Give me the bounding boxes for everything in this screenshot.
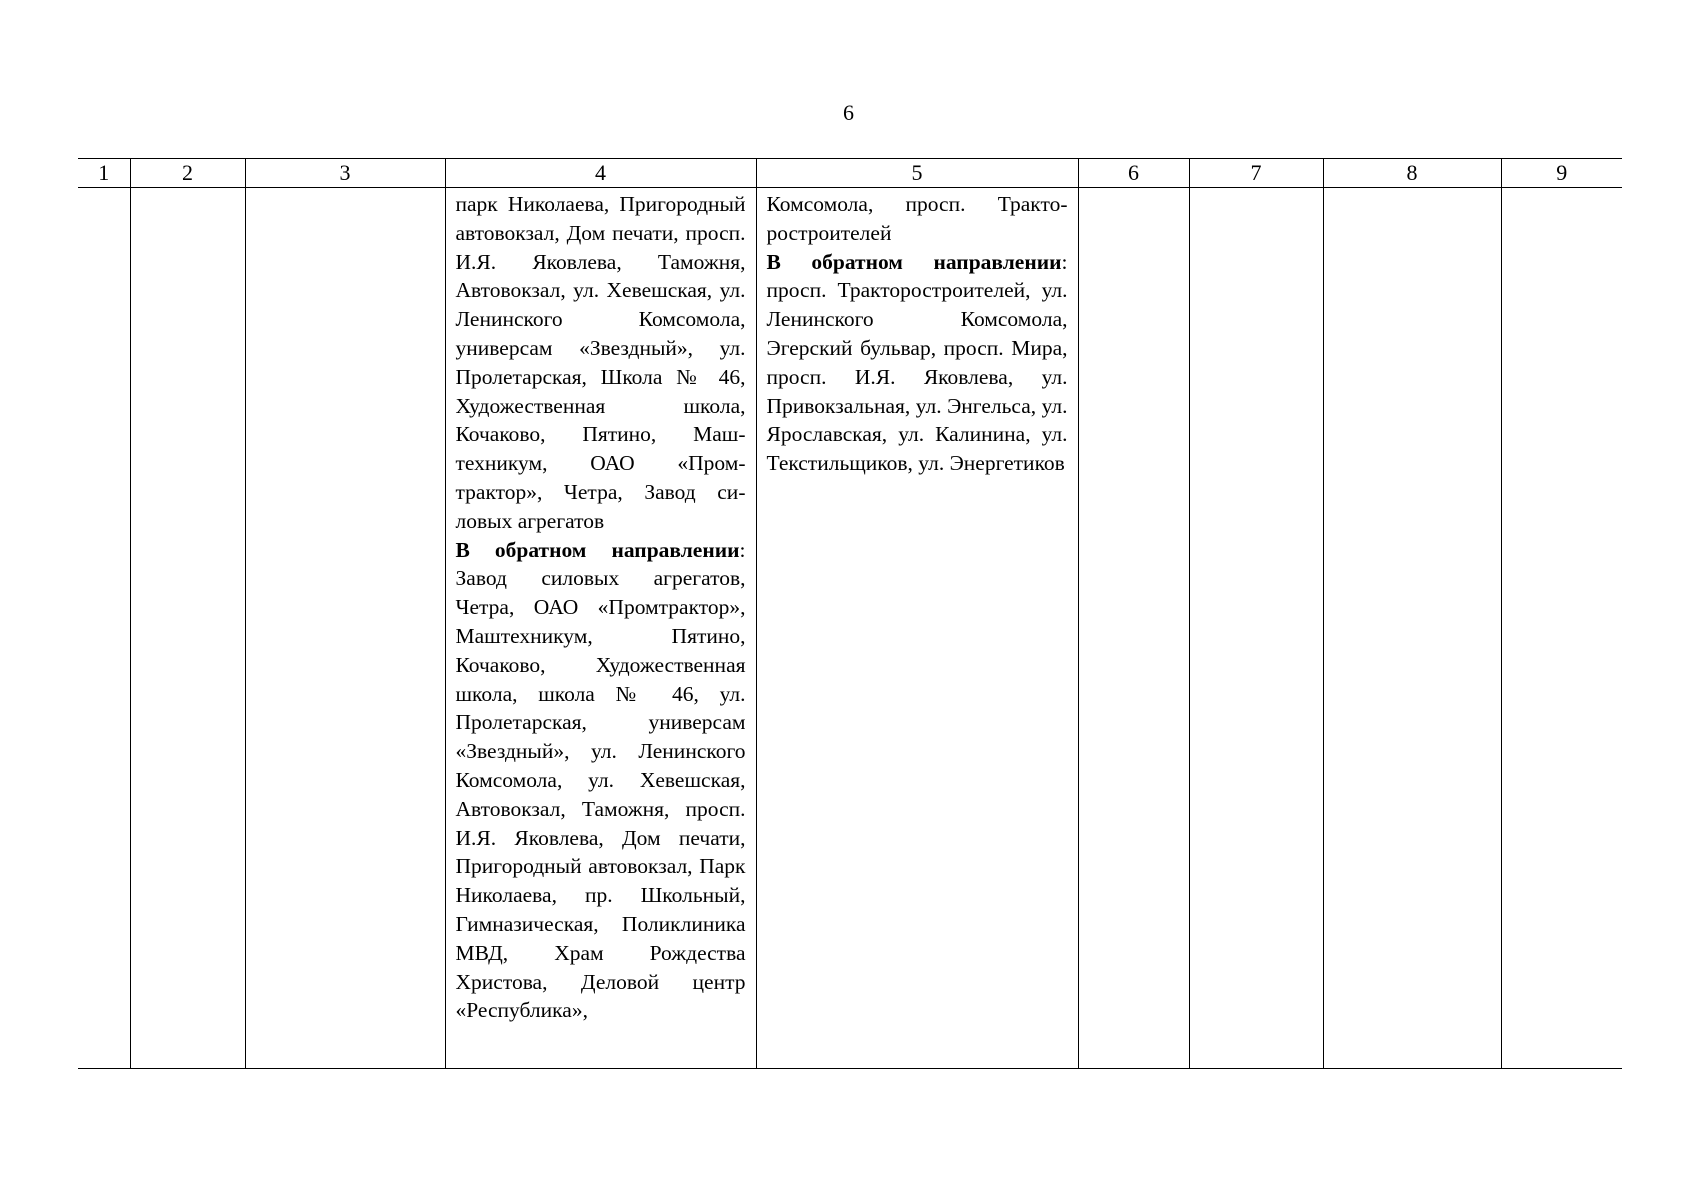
column-header-4: 4 (445, 159, 756, 188)
streets-forward-text: Комсомола, просп. Тракторостроителей (766, 192, 1068, 245)
column-header-3: 3 (245, 159, 445, 188)
column-header-5: 5 (756, 159, 1078, 188)
column-header-1: 1 (78, 159, 130, 188)
streets-reverse-text: просп. Тракторостроителей, ул. Ленинского Комсомола, Эгерский бульвар, просп. Мира, просп. И.Я. Яковлева, ул. Привокзальная, ул. Энгельса, ул. Ярославская, ул. Калинина, ул. Текстильщиков, ул. Энергетиков (766, 278, 1068, 476)
heading-colon: : (739, 537, 746, 562)
stops-forward-text: парк Николаева, Пригородный автовокзал, Дом печати, просп. И.Я. Яковлева, Таможня, Автовокзал, ул. Хевешская, ул. Ленинского Комсомола, универсам «Звездный», ул. Пролетарская, Школа № 46, Художественная школа, Кочаково, Пятино, Маштехникум, ОАО «Промтрактор», Четра, Завод силовых агрегатов (455, 192, 746, 533)
cell-col-8 (1323, 188, 1501, 1069)
reverse-direction-heading: В обратном направлении (766, 249, 1062, 274)
stops-reverse-text: Завод силовых агрегатов, Четра, ОАО «Промтрактор», Маштехникум, Пятино, Кочаково, Художественная школа, школа № 46, ул. Пролетарская, универсам «Звездный», ул. Ленинского Комсомола, ул. Хевешская, Автовокзал, Таможня, просп. И.Я. Яковлева, Дом печати, Пригородный автовокзал, Парк Николаева, пр. Школьный, Гимназическая, Поликлиника МВД, Храм Рождества Христова, Деловой центр «Республика», (455, 566, 746, 1023)
column-header-9: 9 (1501, 159, 1622, 188)
cell-col-7 (1189, 188, 1323, 1069)
cell-col-2 (130, 188, 245, 1069)
column-header-7: 7 (1189, 159, 1323, 188)
column-header-8: 8 (1323, 159, 1501, 188)
cell-col-1 (78, 188, 130, 1069)
page-number: 6 (843, 100, 854, 125)
cell-col-4-stops (445, 188, 756, 1069)
cell-col-6 (1078, 188, 1189, 1069)
table-row (78, 188, 1622, 1069)
route-table (78, 158, 1622, 1069)
column-number-row (78, 159, 1622, 188)
reverse-direction-heading: В обратном направлении (455, 537, 740, 562)
streets-reverse-block (767, 248, 1068, 478)
cell-col-3 (245, 188, 445, 1069)
stops-reverse-block (456, 536, 746, 1026)
heading-colon: : (1061, 249, 1068, 274)
column-header-6: 6 (1078, 159, 1189, 188)
cell-col-5-streets (756, 188, 1078, 1069)
cell-col-9 (1501, 188, 1622, 1069)
column-header-2: 2 (130, 159, 245, 188)
